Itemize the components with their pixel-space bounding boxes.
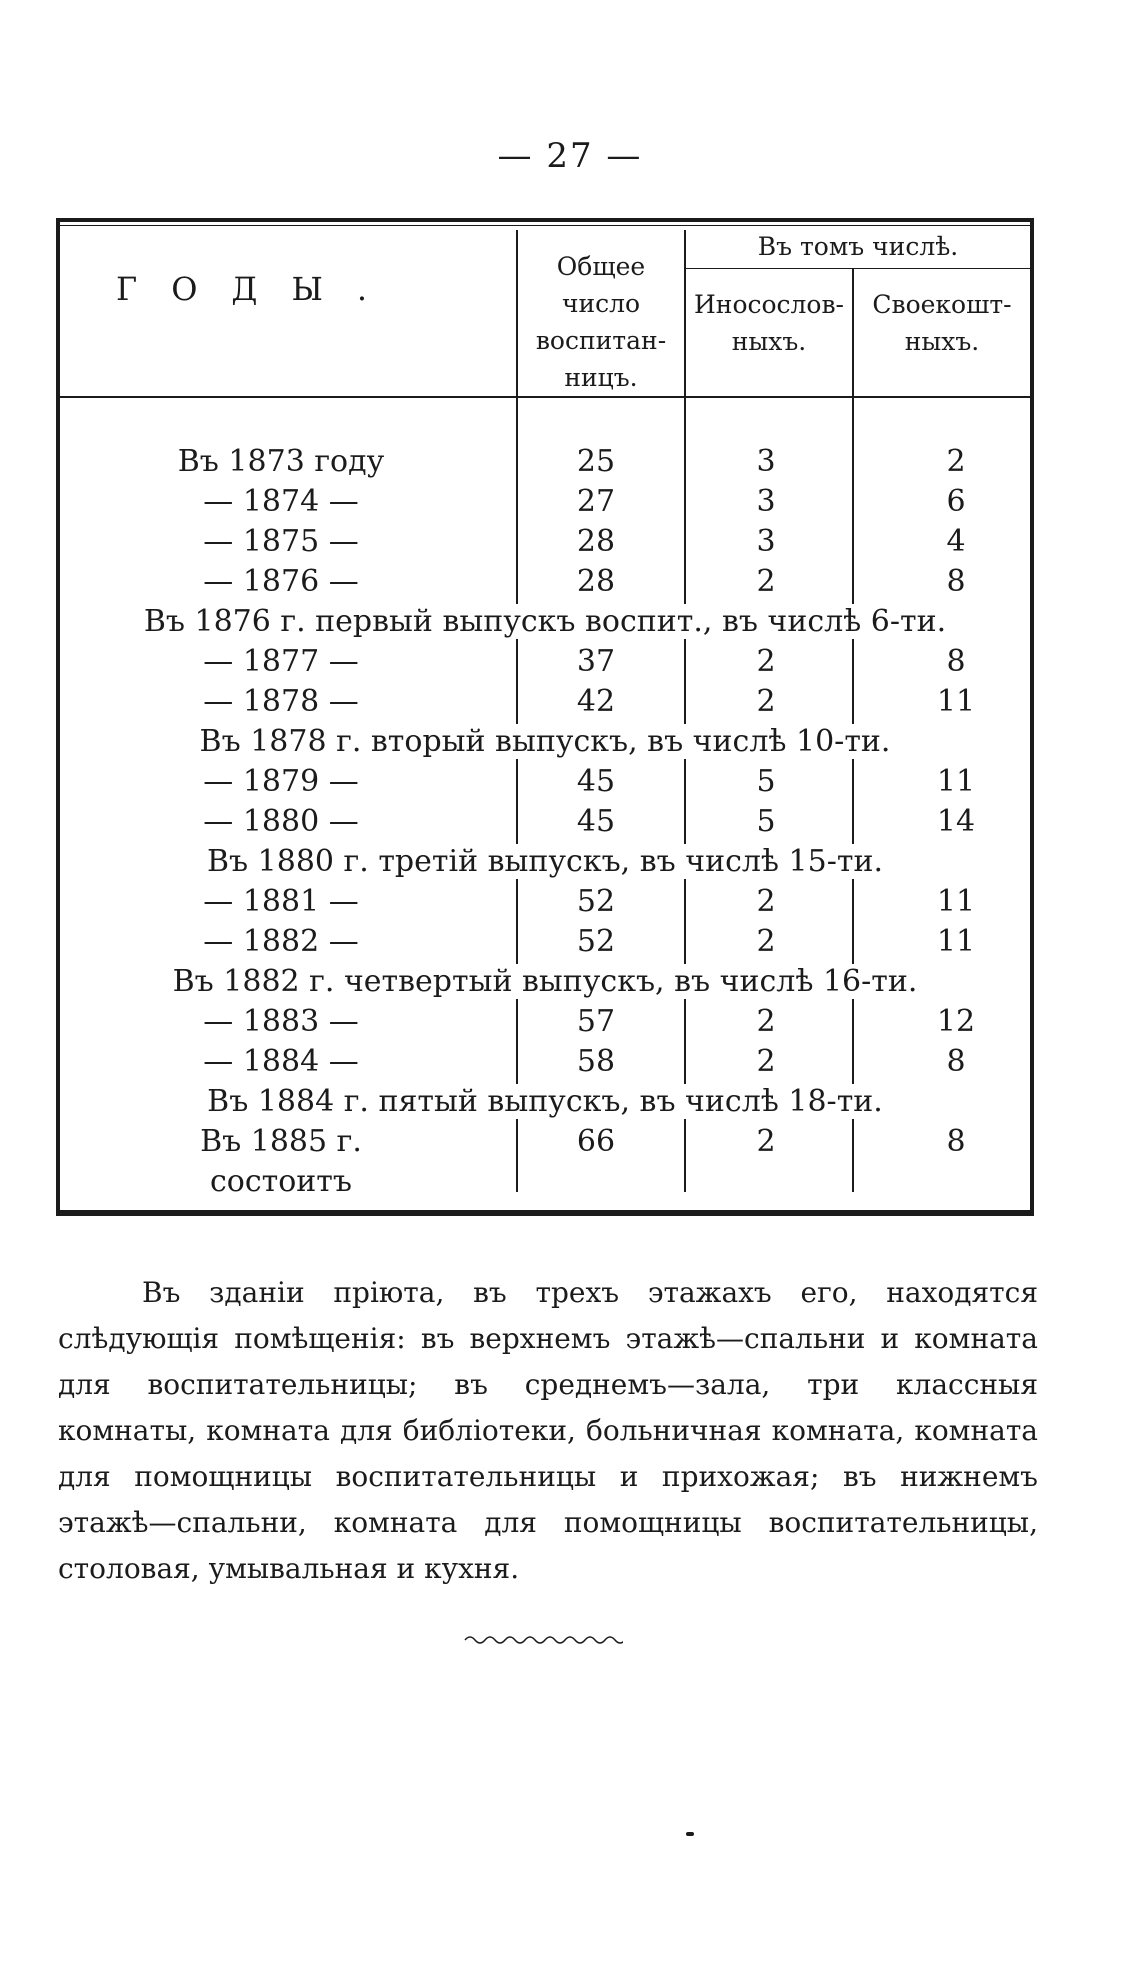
row-self-paying: 11 <box>936 684 976 719</box>
subheader-rule <box>686 268 1030 269</box>
table-row <box>56 1042 1034 1082</box>
header-including: Въ томъ числѣ. <box>757 232 959 261</box>
table-row <box>56 762 1034 802</box>
header-self-paying-line-1: Своекошт- <box>872 290 1012 319</box>
header-total-line-1: Общее число <box>556 252 646 318</box>
row-label: — 1884 — <box>203 1044 359 1079</box>
graduation-note <box>56 962 1034 1002</box>
row-label: — 1882 — <box>203 924 359 959</box>
row-total: 27 <box>576 484 616 519</box>
row-total: 58 <box>576 1044 616 1079</box>
row-label: — 1877 — <box>203 644 359 679</box>
row-other-estate: 5 <box>756 764 776 799</box>
body-paragraph <box>58 1270 1038 1592</box>
row-self-paying: 4 <box>946 524 966 559</box>
row-total: 45 <box>576 764 616 799</box>
row-self-paying: 11 <box>936 884 976 919</box>
ornament-divider-icon <box>463 1632 623 1648</box>
graduation-note <box>56 722 1034 762</box>
row-other-estate: 2 <box>756 1004 776 1039</box>
graduation-note <box>56 842 1034 882</box>
table-top-rule-thin <box>56 225 1034 226</box>
row-other-estate: 3 <box>756 484 776 519</box>
row-self-paying: 8 <box>946 1044 966 1079</box>
row-self-paying: 8 <box>946 564 966 599</box>
row-self-paying: 8 <box>946 644 966 679</box>
row-other-estate: 2 <box>756 924 776 959</box>
row-self-paying: 2 <box>946 444 966 479</box>
row-self-paying: 11 <box>936 924 976 959</box>
graduation-note-text: Въ 1876 г. первый выпускъ воспит., въ числѣ 6-ти. <box>140 604 950 639</box>
row-total: 25 <box>576 444 616 479</box>
row-total: 57 <box>576 1004 616 1039</box>
row-other-estate: 5 <box>756 804 776 839</box>
header-total <box>518 248 684 396</box>
print-speck <box>686 1832 694 1836</box>
table-top-rule <box>56 218 1034 222</box>
row-total: 52 <box>576 924 616 959</box>
row-label: — 1875 — <box>203 524 359 559</box>
header-other-estate-line-1: Иносослов- <box>693 290 845 319</box>
row-label: — 1879 — <box>203 764 359 799</box>
header-other-estate <box>686 286 852 360</box>
row-self-paying: 11 <box>936 764 976 799</box>
table-row <box>56 482 1034 522</box>
row-other-estate: 3 <box>756 524 776 559</box>
row-label: — 1876 — <box>203 564 359 599</box>
header-bottom-rule <box>60 396 1030 398</box>
row-total: 28 <box>576 564 616 599</box>
row-total: 37 <box>576 644 616 679</box>
table-bottom-rule <box>56 1210 1034 1216</box>
graduation-note-text: Въ 1884 г. пятый выпускъ, въ числѣ 18-ти. <box>203 1084 887 1119</box>
row-other-estate: 2 <box>756 884 776 919</box>
table-row <box>56 882 1034 922</box>
row-other-estate: 2 <box>756 684 776 719</box>
graduation-note <box>56 602 1034 642</box>
header-self-paying <box>854 286 1030 360</box>
row-label: — 1874 — <box>203 484 359 519</box>
row-self-paying: 6 <box>946 484 966 519</box>
row-label: — 1880 — <box>203 804 359 839</box>
graduation-note-text: Въ 1878 г. вторый выпускъ, въ числѣ 10-ти. <box>196 724 895 759</box>
row-self-paying: 14 <box>936 804 976 839</box>
row-label: — 1881 — <box>203 884 359 919</box>
graduation-note <box>56 1082 1034 1122</box>
row-total: 42 <box>576 684 616 719</box>
row-self-paying: 8 <box>946 1124 966 1159</box>
header-total-line-2: воспитан- <box>535 326 667 355</box>
header-self-paying-line-2: ныхъ. <box>904 327 980 356</box>
row-self-paying: 12 <box>936 1004 976 1039</box>
table-row <box>56 682 1034 722</box>
table-row <box>56 442 1034 482</box>
row-total: 45 <box>576 804 616 839</box>
table-row <box>56 642 1034 682</box>
header-years: ГОДЫ. <box>116 270 402 308</box>
header-other-estate-line-2: ныхъ. <box>731 327 807 356</box>
table-row <box>56 562 1034 602</box>
table-row <box>56 522 1034 562</box>
row-label: — 1878 — <box>203 684 359 719</box>
row-total: 66 <box>576 1124 616 1159</box>
header-total-line-3: ницъ. <box>564 363 638 392</box>
graduation-note-text: Въ 1880 г. третій выпускъ, въ числѣ 15-ти. <box>203 844 887 879</box>
statistics-table <box>56 218 1034 1216</box>
row-other-estate: 2 <box>756 1044 776 1079</box>
row-total: 28 <box>576 524 616 559</box>
row-label: — 1883 — <box>203 1004 359 1039</box>
row-label: Въ 1873 году <box>177 444 385 479</box>
table-row <box>56 1122 1034 1199</box>
row-total: 52 <box>576 884 616 919</box>
row-label: Въ 1885 г. состоитъ <box>200 1124 362 1199</box>
page-number: — 27 — <box>497 136 643 176</box>
row-other-estate: 2 <box>756 564 776 599</box>
row-other-estate: 2 <box>756 1124 776 1159</box>
table-row <box>56 802 1034 842</box>
graduation-note-text: Въ 1882 г. четвертый выпускъ, въ числѣ 16-ти. <box>169 964 922 999</box>
row-other-estate: 2 <box>756 644 776 679</box>
table-row <box>56 922 1034 962</box>
paragraph-text: Въ зданіи пріюта, въ трехъ этажахъ его, находятся слѣдующія помѣщенія: въ верхнемъ этажѣ—спальни и комната для воспитательницы; въ среднемъ—зала, три классныя комнаты, комната для библіотеки, больничная комната, комната для помощницы воспитательницы и прихожая; въ нижнемъ этажѣ—спальни, комната для помощницы воспитательницы, столовая, умывальная и кухня. <box>58 1276 1038 1585</box>
row-other-estate: 3 <box>756 444 776 479</box>
table-row <box>56 1002 1034 1042</box>
